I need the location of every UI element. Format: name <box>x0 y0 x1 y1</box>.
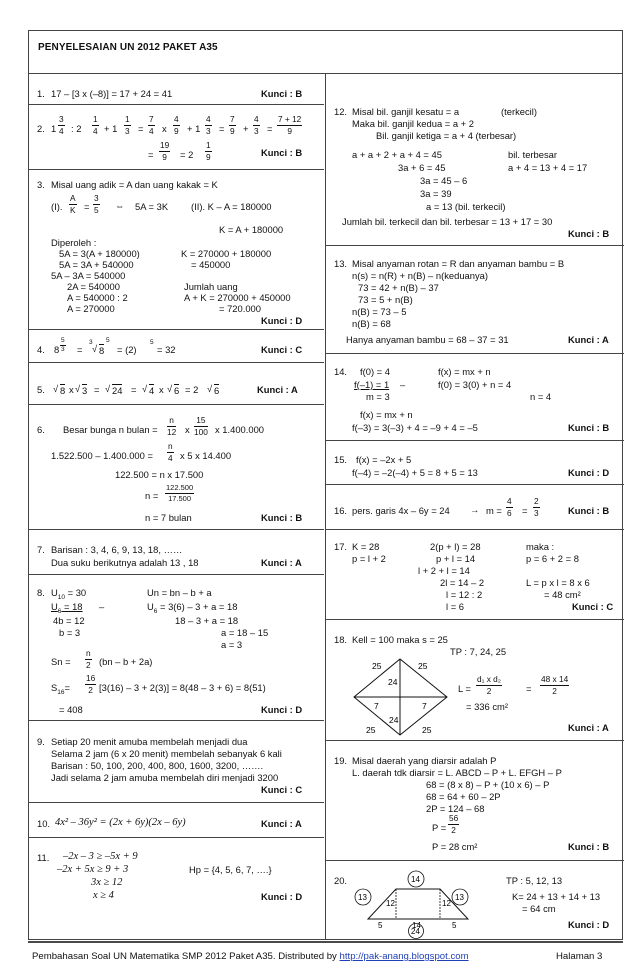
rhombus-side-label: 25 <box>422 725 432 735</box>
q17-kunci: Kunci : C <box>572 601 614 612</box>
q8-kunci: Kunci : D <box>261 704 303 715</box>
trapezoid-diagram <box>348 869 488 939</box>
q10-kunci: Kunci : A <box>261 818 302 829</box>
right-column: 12. Misal bil. ganjil kesatu = a (terkecil) Maka bil. ganjil kedua = a + 2 Bil. ganjil ketiga = a + 4 (terbesar) a + a + 2 + a + 4 = 45 bil. terbesar 3a + 6 = 45 a + 4 = 13 + 4 = 17 3a = 45 – 6 3a = 39 a = 13 (bil. terkecil) Jumlah bil. terkecil dan bil. terbesar = 13 + 17 = 30 Kunci : B 13. Misal anyaman rotan = R dan anyaman bambu = B n(s) = n(R) + n(B) – n(keduanya) 73 = 42 + n(B) – 37 73 = 5 + n(B) n(B) = 73 – 5 n(B) = 68 Hanya anyaman bambu = 68 – 37 = 31 Kunci : A 14. f(0) = 4 f(x) = mx + n f(–1) = 1 – f(0) = 3(0) + n = 4 m = 3 n = 4 f(x) = mx + n f(–3) = 3(–3) + 4 = –9 + 4 = –5 Kunci : B 15. f(x) = –2x + 5 f(–4) = –2(–4) + 5 = 8 + 5 = 13 Kunci : D 16. pers. garis 4x – 6y = 24 → m = $\frac{4}{6}$ = $\frac{2}{3}$ Kunci : B 17. K = 28 2(p + l) = 28 maka : p = l + 2 p + l = 14 p = 6 + 2 = 8 l + 2 + l = 14 2l = 14 – 2 L = p x l = 8 x 6 l = 12 : 2 = 48 cm² l = 6 Kunci : C 18. Kell = 100 maka s = 25 TP : 7, 24, 25 25 25 25 25 24 24 7 7 L = $\frac{\text{d₁ x d₂}}{2}$ = $\frac{48 x 14}{2}$ = 336 cm² Kunci : A 19. Misal daerah yang diarsir adalah P L. daerah tdk diarsir = L. ABCD – P + L. EFGH – P 68 = (8 x 8) – P + (10 x 6) – P 68 = 64 + 60 – 2P 2P = 124 – 68 P = $\frac{56}{2}$ P = 28 cm² Kunci : B 20. 14 13 13 12 12 5 14 5 24 TP : 5, 12, 13 K= 24 + 13 + 14 + 13 = 64 cm Kunci : D <box>326 85 624 939</box>
q12-kunci: Kunci : B <box>568 228 610 239</box>
rhombus-side-label: 25 <box>372 661 382 671</box>
q18-kunci: Kunci : A <box>568 722 609 733</box>
circled-label: 13 <box>455 893 464 902</box>
page-title: PENYELESAIAN UN 2012 PAKET A35 <box>38 42 218 53</box>
footer-link[interactable]: http://pak-anang.blogspot.com <box>339 951 469 962</box>
q15-kunci: Kunci : D <box>568 467 610 478</box>
circled-label: 14 <box>411 875 420 884</box>
footer-text: Pembahasan Soal UN Matematika SMP 2012 Paket A35. Distributed by http://pak-anang.blogspot.com <box>32 951 469 962</box>
q20-kunci: Kunci : D <box>568 919 610 930</box>
height-label: 12 <box>386 899 395 908</box>
q4-kunci: Kunci : C <box>261 344 303 355</box>
rhombus-side-label: 25 <box>418 661 428 671</box>
rhombus-diag-label: 24 <box>388 677 398 687</box>
rhombus-diag-label: 7 <box>422 701 427 711</box>
q7-kunci: Kunci : A <box>261 557 302 568</box>
q3-kunci: Kunci : D <box>261 315 303 326</box>
rhombus-diag-label: 7 <box>374 701 379 711</box>
base-label: 14 <box>412 921 421 930</box>
q1-kunci: Kunci : B <box>261 88 303 99</box>
q5-kunci: Kunci : A <box>257 384 298 395</box>
q9-kunci: Kunci : C <box>261 784 303 795</box>
base-label: 5 <box>452 921 457 930</box>
height-label: 12 <box>442 899 451 908</box>
q1-expression: 17 – [3 x (–8)] = 17 + 24 = 41 <box>51 88 173 99</box>
page-number: Halaman 3 <box>556 951 603 962</box>
q11-kunci: Kunci : D <box>261 891 303 902</box>
rhombus-diag-label: 24 <box>389 715 399 725</box>
left-column: 1. 17 – [3 x (–8)] = 17 + 24 = 41 Kunci : B 2. 1 $\frac{3}{4}$ : 2 $\frac{1}{4}$ + 1 $\frac{1}{3}$ = $\frac{7}{4}$ x $\frac{4}{9}$ + 1 $\frac{4}{3}$ = $\frac{7}{9}$ + $\frac{4}{3}$ = $\frac{7 + 12}{9}$ = $\frac{19}{9}$ = 2 $\frac{1}{9}$ Kunci : B 3. Misal uang adik = A dan uang kakak = K (I). $\frac{A}{K}$ = $\frac{3}{5}$ ⇔ 5A = 3K (II). K – A = 180000 K = A + 180000 Diperoleh : 5A = 3(A + 180000) 5A = 3A + 540000 5A – 3A = 540000 2A = 540000 A = 540000 : 2 A = 270000 K = 270000 + 180000 = 450000 Jumlah uang A + K = 270000 + 450000 = 720.000 Kunci : D 4. 8 $\frac{5}{3}$ = 3 √ 8 5 = (2) 5 = 32 Kunci : C 5. √ 8 x √ 3 = √ 24 = √ 4 x √ 6 = 2 √ 6 Kunci : A 6. Besar bunga n bulan = $\frac{n}{12}$ x $\frac{15}{100}$ x 1.400.000 1.522.500 – 1.400.000 = $\frac{n}{4}$ x 5 x 14.400 122.500 = n x 17.500 n = $\frac{122.500}{17.500}$ n = 7 bulan Kunci : B 7. Barisan : 3, 4, 6, 9, 13, 18, …… Dua suku berikutnya adalah 13 , 18 Kunci : A 8. $U_{10} = 30$ $U_6 = 18$ – 4b = 12 b = 3 Un = bn – b + a $U_6 = 3(6) - 3 + a = 18$ 18 – 3 + a = 18 a = 18 – 15 a = 3 Sn = $\frac{n}{2}$ (bn – b + 2a) $S_{16}=$ $\frac{16}{2}$ [3(16) – 3 + 2(3)] = 8(48 – 3 + 6) = 8(51) = 408 Kunci : D 9. Setiap 20 menit amuba membelah menjadi dua Selama 2 jam (6 x 20 menit) membelah sebanyak 6 kali Barisan : 50, 100, 200, 400, 800, 1600, 3200, ……. Jadi selama 2 jam amuba membelah diri menjadi 3200 Kunci : C 10. 4x² – 36y² = (2x + 6y)(2x – 6y) Kunci : A 11. –2x – 3 ≥ –5x + 9 –2x + 5x ≥ 9 + 3 3x ≥ 12 x ≥ 4 Hp = {4, 5, 6, 7, ….} Kunci : D <box>29 85 324 939</box>
rhombus-diagram <box>352 655 452 739</box>
q19-kunci: Kunci : B <box>568 841 610 852</box>
answer-sheet <box>28 30 623 940</box>
q14-kunci: Kunci : B <box>568 422 610 433</box>
base-label: 5 <box>378 921 383 930</box>
q2-kunci: Kunci : B <box>261 147 303 158</box>
rhombus-side-label: 25 <box>366 725 376 735</box>
q16-kunci: Kunci : B <box>568 505 610 516</box>
q6-kunci: Kunci : B <box>261 512 303 523</box>
q13-kunci: Kunci : A <box>568 334 609 345</box>
circled-label: 24 <box>411 927 420 936</box>
footer-rule <box>28 941 623 943</box>
circled-label: 13 <box>358 893 367 902</box>
